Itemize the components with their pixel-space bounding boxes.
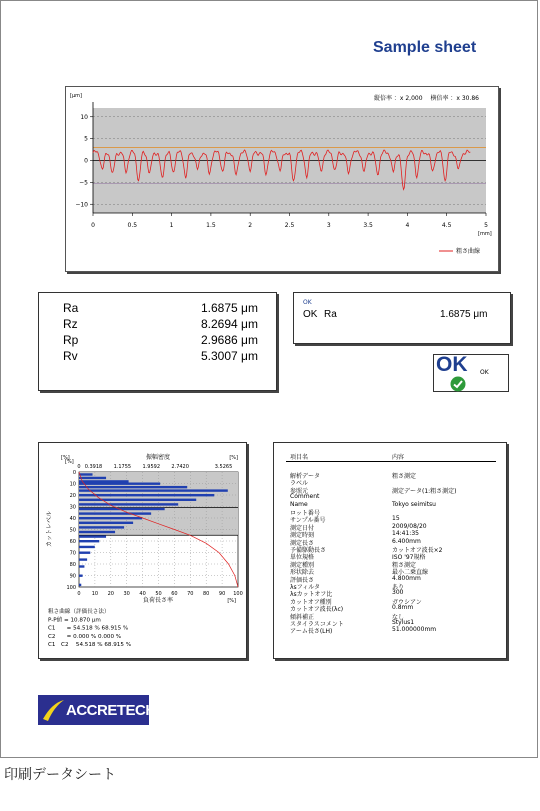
check-circle-icon	[450, 376, 466, 392]
top-tick-label: 2.7420	[171, 464, 189, 470]
judgement-panel	[293, 292, 511, 344]
table-row-value: あり	[392, 584, 405, 591]
y-tick-label: 5	[84, 135, 88, 143]
table-row-label: 測定長さ	[290, 539, 315, 547]
table-row-value: 最小二乗直線	[392, 569, 429, 577]
density-bar	[79, 558, 87, 560]
bac-y-tick-label: 50	[69, 527, 76, 534]
table-header-content: 内容	[392, 454, 405, 461]
top-unit-left: [%]	[61, 455, 70, 461]
bac-x-tick-label: 40	[139, 591, 146, 597]
table-row-value: Stylus1	[392, 619, 415, 626]
table-row-value: 6.400mm	[392, 537, 421, 545]
table-row-value: 51.000000mm	[392, 626, 437, 634]
accretech-swoosh-icon	[40, 695, 66, 725]
top-tick-label: 1.9592	[142, 464, 161, 470]
roughness-profile-panel	[65, 86, 499, 272]
table-row-value: 4.800mm	[392, 574, 421, 582]
bac-y-tick-label: 80	[69, 562, 76, 568]
density-bar	[79, 565, 84, 567]
bac-y-title: カットレベル	[46, 511, 53, 547]
x-tick-label: 1	[169, 222, 174, 229]
ok-badge-big: OK	[436, 353, 468, 376]
judgement-small-label: OK	[303, 299, 312, 306]
bac-y-tick-label: 10	[69, 481, 76, 488]
density-bar	[79, 552, 90, 554]
param-value: 2.9686 μm	[201, 333, 258, 347]
roughness-parameters-panel	[38, 292, 277, 391]
table-row-value: Tokyo seimitsu	[392, 500, 436, 508]
table-row-label: 形状除去	[290, 569, 315, 577]
top-tick-label: 1.1755	[113, 464, 132, 470]
density-bar	[79, 531, 115, 533]
table-row-label: カットオフ種別	[290, 598, 332, 606]
bac-x-tick-label: 0	[77, 591, 81, 597]
density-bar	[79, 526, 124, 528]
table-row-label: 測定日付	[290, 524, 315, 532]
table-row-value: 2009/08/20	[392, 522, 427, 530]
table-row-value: 粗さ測定	[392, 561, 417, 569]
param-label: Rz	[63, 317, 78, 331]
y-unit-label: [μm]	[70, 93, 82, 99]
accretech-logo-text: ACCRETECH	[66, 702, 156, 719]
density-bar	[79, 584, 81, 586]
table-row-label: 測定種別	[290, 561, 315, 569]
bac-y-tick-label: 40	[69, 516, 76, 522]
table-row-label: λsカットオフ比	[290, 591, 333, 599]
measurement-conditions-table	[273, 442, 507, 659]
x-tick-label: 3.5	[363, 222, 373, 229]
page-caption: 印刷データシート	[4, 767, 116, 783]
bac-y-tick-label: 70	[69, 550, 76, 557]
x-tick-label: 3	[326, 222, 331, 229]
x-tick-label: 2.5	[284, 222, 295, 229]
table-row-label: 傾斜補正	[290, 613, 315, 621]
table-row-value: 300	[392, 589, 404, 597]
density-bar	[79, 546, 95, 548]
judgement-status: OK	[303, 309, 318, 320]
density-bar	[79, 503, 178, 505]
table-row-label: 測定時刻	[290, 532, 315, 540]
table-row-value: ISO '97規格	[392, 554, 426, 562]
table-row-value: 15	[392, 515, 400, 523]
bac-x-tick-label: 50	[155, 591, 162, 597]
bac-x-tick-label: 80	[203, 591, 210, 597]
x-unit-label: [mm]	[478, 231, 492, 237]
bac-info-line: C1 C2 54.518 % 68.915 %	[48, 642, 132, 649]
bac-x-tick-label: 100	[233, 591, 243, 597]
y-tick-label: −10	[75, 201, 88, 209]
table-row-label: Comment	[290, 493, 320, 501]
roughness-profile-chart	[66, 87, 498, 271]
bac-info-line: P-P値 = 10.870 μm	[48, 617, 101, 624]
x-tick-label: 0.5	[127, 222, 138, 229]
bac-y-tick-label: 20	[69, 493, 76, 499]
x-tick-label: 0	[91, 222, 95, 229]
ok-badge	[433, 354, 509, 392]
y-tick-label: −5	[79, 179, 88, 187]
bac-x-tick-label: 30	[123, 591, 130, 597]
bac-y-tick-label: 60	[69, 539, 76, 545]
density-bar	[79, 522, 133, 524]
table-row-value: カットオフ波長×2	[392, 547, 443, 554]
table-row-value: 測定データ(1:粗さ測定)	[392, 487, 457, 495]
bac-y-tick-label: 100	[66, 585, 76, 591]
scale-header: 縦倍率 ：x 2,000 横倍率 ：x 30.86	[374, 95, 479, 102]
table-row-label: λsフィルタ	[290, 584, 320, 591]
density-bar	[79, 477, 106, 479]
bac-info-line: 粗さ曲線（評価長さ法）	[48, 609, 110, 615]
sheet-title: Sample sheet	[373, 39, 477, 56]
top-tick-label: 0.3918	[84, 464, 103, 470]
bac-x-tick-label: 20	[107, 591, 114, 597]
density-bar	[79, 575, 83, 577]
bac-x-tick-label: 10	[91, 591, 99, 597]
table-row-label: ラベル	[290, 480, 309, 488]
bac-x-unit: [%]	[227, 598, 236, 604]
density-bar	[79, 494, 214, 496]
bac-x-tick-label: 70	[187, 591, 194, 597]
table-header-divider	[286, 461, 496, 462]
table-row-label: 解析データ	[290, 473, 321, 480]
table-row-label: カットオフ波長(λc)	[290, 606, 344, 614]
table-row-value: ガウシアン	[392, 598, 422, 606]
density-bar	[79, 483, 160, 485]
top-tick-label: 0	[77, 464, 81, 470]
bearing-area-curve-panel	[38, 442, 247, 659]
table-row-label: スタイラスコメント	[290, 621, 344, 628]
judgement-parameter: Ra	[324, 309, 337, 320]
param-value: 5.3007 μm	[201, 349, 258, 363]
param-value: 8.2694 μm	[201, 317, 258, 331]
ok-badge-small: OK	[480, 369, 489, 376]
x-tick-label: 4	[405, 222, 410, 229]
bac-y-tick-label: 0	[72, 470, 76, 476]
table-row-value: なし	[392, 613, 405, 621]
top-tick-label: 3.5265	[214, 464, 233, 470]
density-bar	[79, 535, 106, 537]
table-header-item: 項目名	[290, 454, 309, 461]
y-tick-label: 10	[80, 113, 88, 121]
bac-x-tick-label: 90	[218, 591, 226, 597]
table-row-value: 14:41:35	[392, 530, 419, 538]
judgement-value: 1.6875 μm	[440, 309, 488, 320]
density-bar	[79, 517, 142, 519]
y-tick-label: 0	[84, 157, 88, 165]
bac-x-tick-label: 60	[171, 591, 178, 597]
x-tick-label: 4.5	[441, 222, 452, 229]
bac-y-tick-label: 90	[69, 573, 76, 580]
density-bar	[79, 489, 228, 491]
x-tick-label: 5	[484, 222, 488, 229]
table-row-label: 評価長さ	[290, 576, 315, 584]
table-row-label: 単位規格	[290, 554, 315, 562]
table-row-label: 予備駆動長さ	[290, 547, 327, 554]
table-row-label: サンプル番号	[290, 517, 326, 525]
bac-info-line: C1 = 54.518 % 68.915 %	[48, 625, 129, 632]
accretech-logo	[38, 695, 156, 725]
density-bar	[79, 480, 129, 482]
density-bar	[79, 486, 187, 488]
legend-label: 粗さ曲線	[456, 248, 481, 255]
density-bar	[79, 499, 196, 501]
table-row-label: 参照元	[290, 487, 309, 495]
param-value: 1.6875 μm	[201, 301, 258, 315]
table-row-label: Name	[290, 500, 308, 508]
param-label: Rv	[63, 349, 78, 363]
table-row-label: アーム長さ(LH)	[290, 628, 333, 636]
param-label: Rp	[63, 333, 79, 347]
density-bar	[79, 540, 99, 542]
bearing-area-curve-chart	[39, 443, 246, 658]
density-bar	[79, 512, 151, 514]
table-row-value: 0.8mm	[392, 604, 414, 612]
bac-y-unit: [%]	[65, 459, 74, 465]
bac-info-line: C2 = 0.000 % 0.000 %	[48, 633, 122, 640]
bac-y-tick-label: 30	[69, 504, 76, 511]
x-tick-label: 2	[248, 222, 253, 229]
top-axis-title: 振幅密度	[145, 454, 171, 461]
table-row-value: 粗さ測定	[392, 473, 417, 480]
top-unit-right: [%]	[229, 455, 238, 461]
density-bar	[79, 473, 93, 475]
table-row-label: ロット番号	[290, 510, 320, 517]
bac-x-title: 負荷長さ率	[142, 597, 174, 604]
x-tick-label: 1.5	[206, 222, 216, 229]
param-label: Ra	[63, 301, 79, 315]
